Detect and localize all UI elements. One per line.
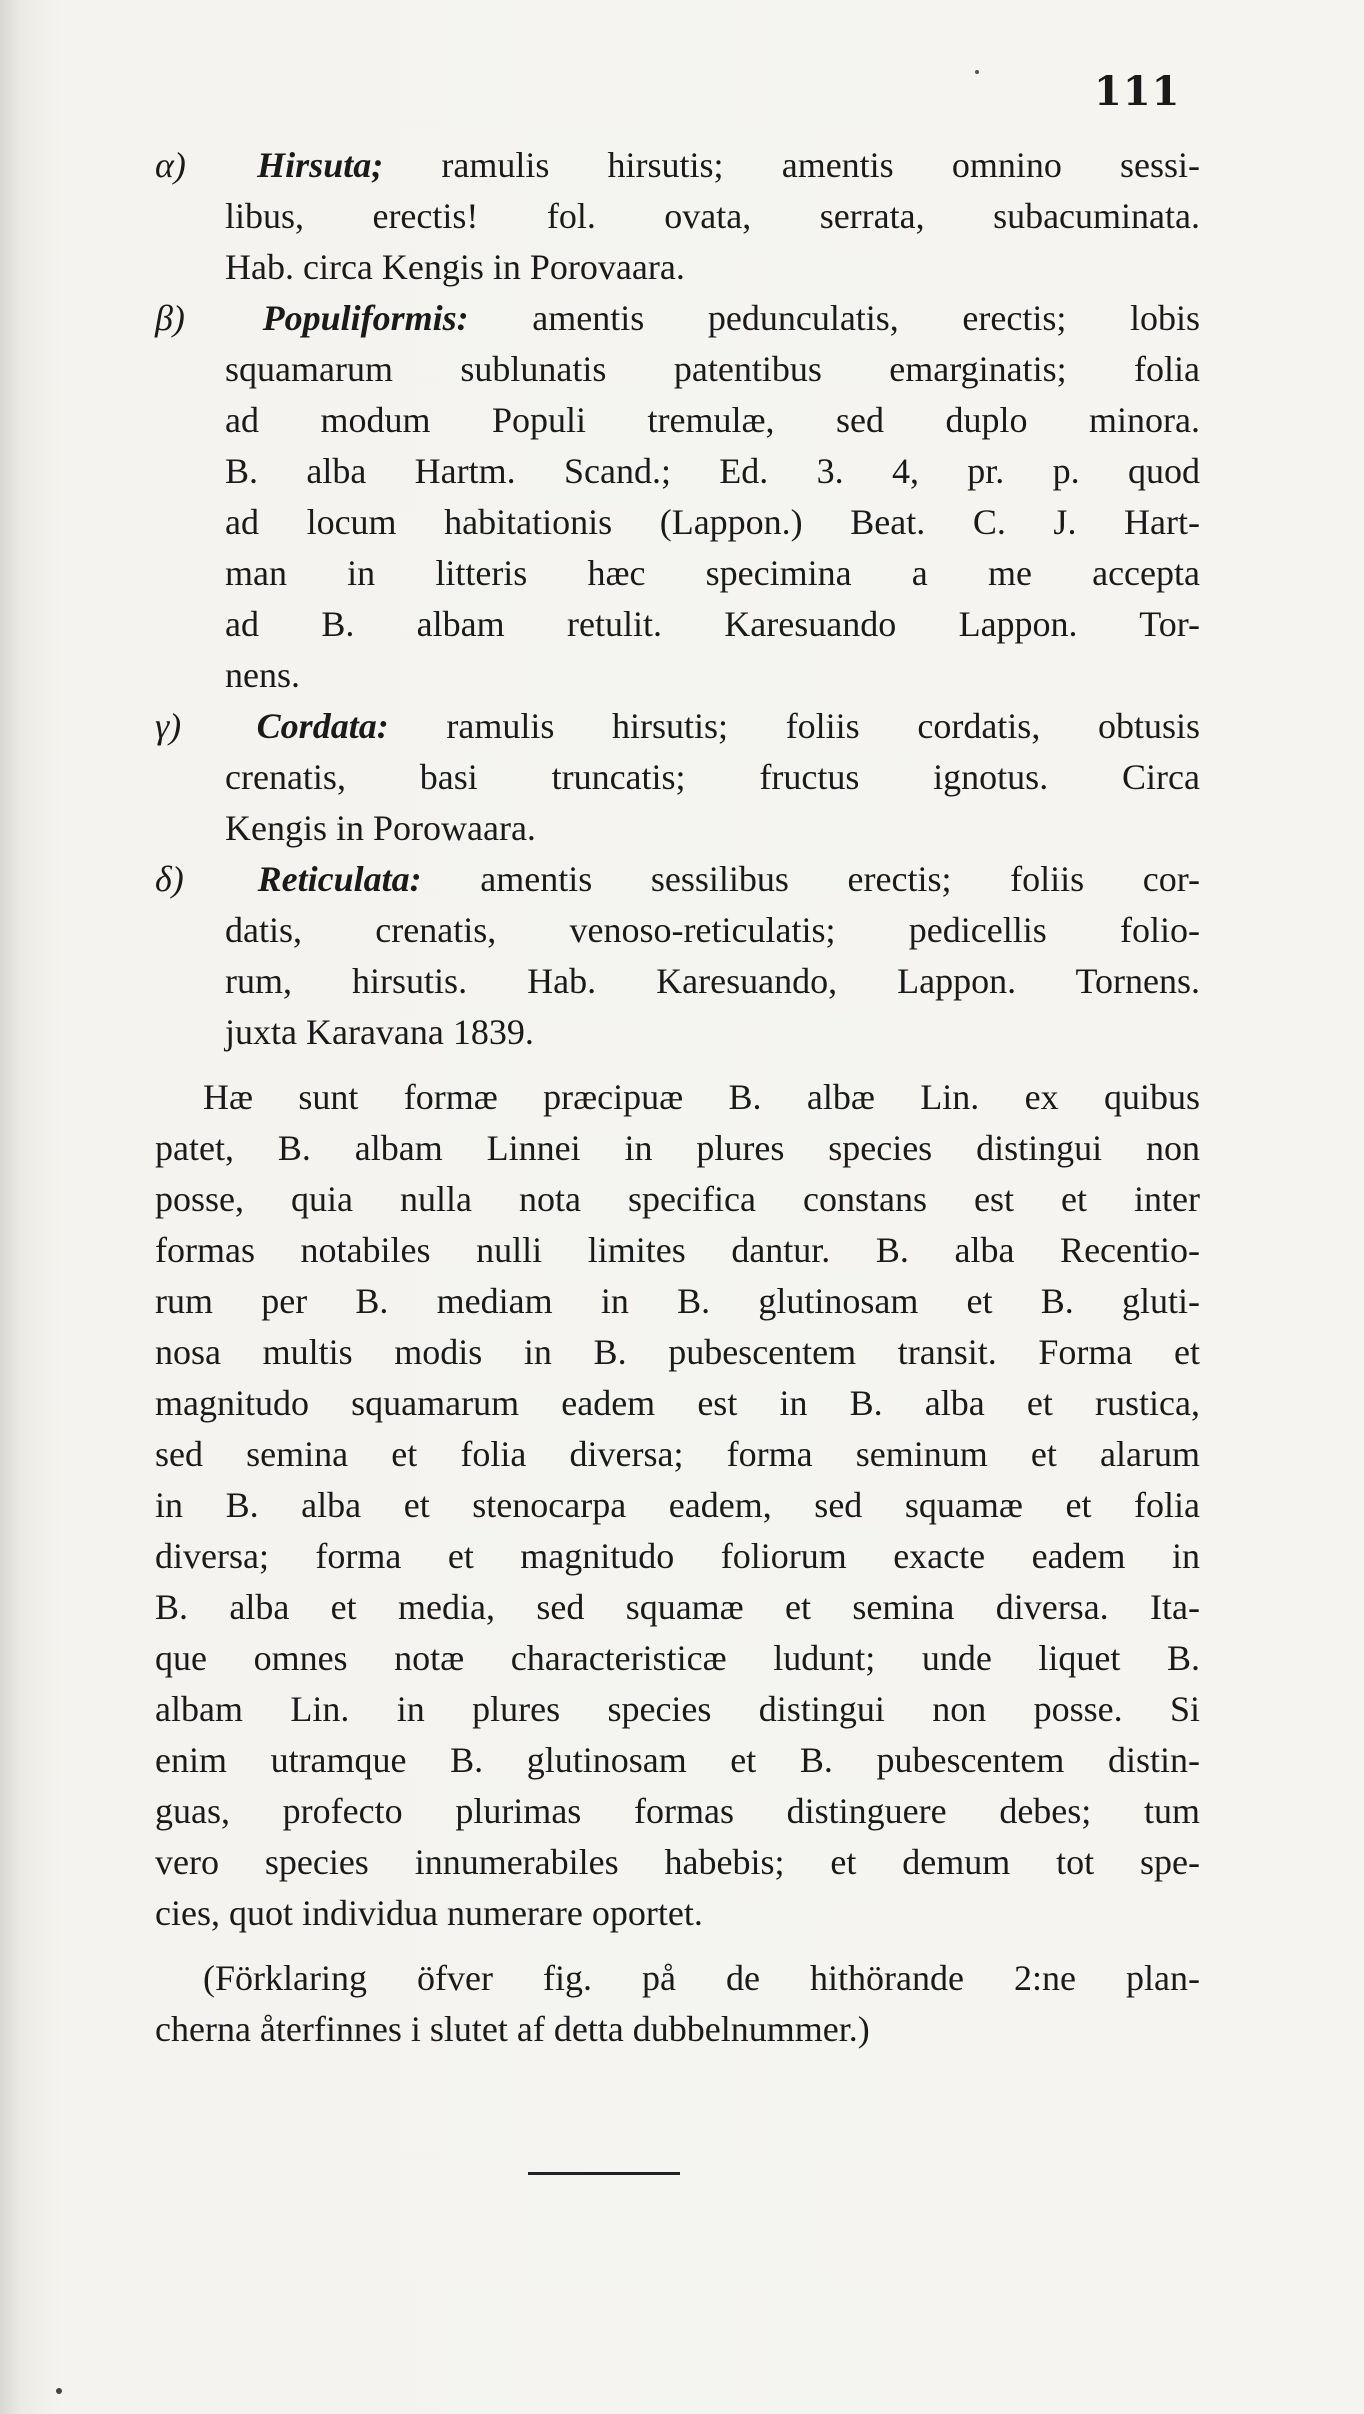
page-number: 111	[1094, 68, 1181, 115]
variety-marker: δ)	[155, 859, 184, 899]
variety-marker: γ)	[155, 706, 182, 746]
variety-delta-first-line: δ) Reticulata: amentis sessilibus erectis; foliis cor-	[155, 854, 1200, 905]
text-line: formas notabiles nulli limites dantur. B. alba Recentio-	[155, 1230, 1200, 1270]
text-line: B. alba Hartm. Scand.; Ed. 3. 4, pr. p. quod	[225, 451, 1200, 491]
text-line: sed semina et folia diversa; forma seminum et alarum	[155, 1434, 1200, 1474]
variety-name: Populiformis:	[262, 298, 469, 338]
section-divider	[528, 2172, 680, 2175]
variety-name: Reticulata:	[257, 859, 422, 899]
speck-mark	[56, 2388, 62, 2394]
text-line: posse, quia nulla nota specifica constans est et inter	[155, 1179, 1200, 1219]
text-line: rum, hirsutis. Hab. Karesuando, Lappon. Tornens.	[225, 961, 1200, 1001]
text-line: cherna återfinnes i slutet af detta dubbelnummer.)	[155, 2009, 870, 2049]
text-line: libus, erectis! fol. ovata, serrata, subacuminata.	[225, 196, 1200, 236]
text-line: squamarum sublunatis patentibus emarginatis; folia	[225, 349, 1200, 389]
text-line: patet, B. albam Linnei in plures species distingui non	[155, 1128, 1200, 1168]
text-line: Kengis in Porowaara.	[225, 808, 536, 848]
variety-alpha-first-line: α) Hirsuta; ramulis hirsutis; amentis omnino sessi-	[155, 140, 1200, 191]
variety-beta-first-line: β) Populiformis: amentis pedunculatis, erectis; lobis	[155, 293, 1200, 344]
text-line: Hæ sunt formæ præcipuæ B. albæ Lin. ex quibus	[203, 1077, 1200, 1117]
text-line: ad locum habitationis (Lappon.) Beat. C. J. Hart-	[225, 502, 1200, 542]
text-line: diversa; forma et magnitudo foliorum exacte eadem in	[155, 1536, 1200, 1576]
variety-gamma-first-line: γ) Cordata: ramulis hirsutis; foliis cordatis, obtusis	[155, 701, 1200, 752]
variety-name: Cordata:	[256, 706, 389, 746]
text-line: cies, quot individua numerare oportet.	[155, 1893, 703, 1933]
text-line: man in litteris hæc specimina a me accepta	[225, 553, 1200, 593]
text-line: que omnes notæ characteristicæ ludunt; unde liquet B.	[155, 1638, 1200, 1678]
text-line: juxta Karavana 1839.	[225, 1012, 534, 1052]
text-line: vero species innumerabiles habebis; et demum tot spe-	[155, 1842, 1200, 1882]
text-line: ad modum Populi tremulæ, sed duplo minora.	[225, 400, 1200, 440]
text-line: enim utramque B. glutinosam et B. pubescentem distin-	[155, 1740, 1200, 1780]
text-line: in B. alba et stenocarpa eadem, sed squamæ et folia	[155, 1485, 1200, 1525]
text-line: crenatis, basi truncatis; fructus ignotus. Circa	[225, 757, 1200, 797]
text-line: (Förklaring öfver fig. på de hithörande 2:ne plan-	[203, 1958, 1200, 1998]
text-line: Hab. circa Kengis in Porovaara.	[225, 247, 685, 287]
paragraph-gap	[155, 1058, 1200, 1072]
variety-name: Hirsuta;	[257, 145, 384, 185]
variety-marker: β)	[155, 298, 185, 338]
text-line: albam Lin. in plures species distingui non posse. Si	[155, 1689, 1200, 1729]
text-line: B. alba et media, sed squamæ et semina diversa. Ita-	[155, 1587, 1200, 1627]
text-line: nosa multis modis in B. pubescentem transit. Forma et	[155, 1332, 1200, 1372]
text-line: nens.	[225, 655, 300, 695]
text-line: datis, crenatis, venoso-reticulatis; pedicellis folio-	[225, 910, 1200, 950]
variety-marker: α)	[155, 145, 186, 185]
paragraph-gap	[155, 1939, 1200, 1953]
text-line: magnitudo squamarum eadem est in B. alba et rustica,	[155, 1383, 1200, 1423]
speck-mark	[975, 70, 979, 74]
text-line: guas, profecto plurimas formas distinguere debes; tum	[155, 1791, 1200, 1831]
page-text	[155, 140, 1200, 2055]
text-line: ad B. albam retulit. Karesuando Lappon. Tor-	[225, 604, 1200, 644]
text-line: rum per B. mediam in B. glutinosam et B. gluti-	[155, 1281, 1200, 1321]
